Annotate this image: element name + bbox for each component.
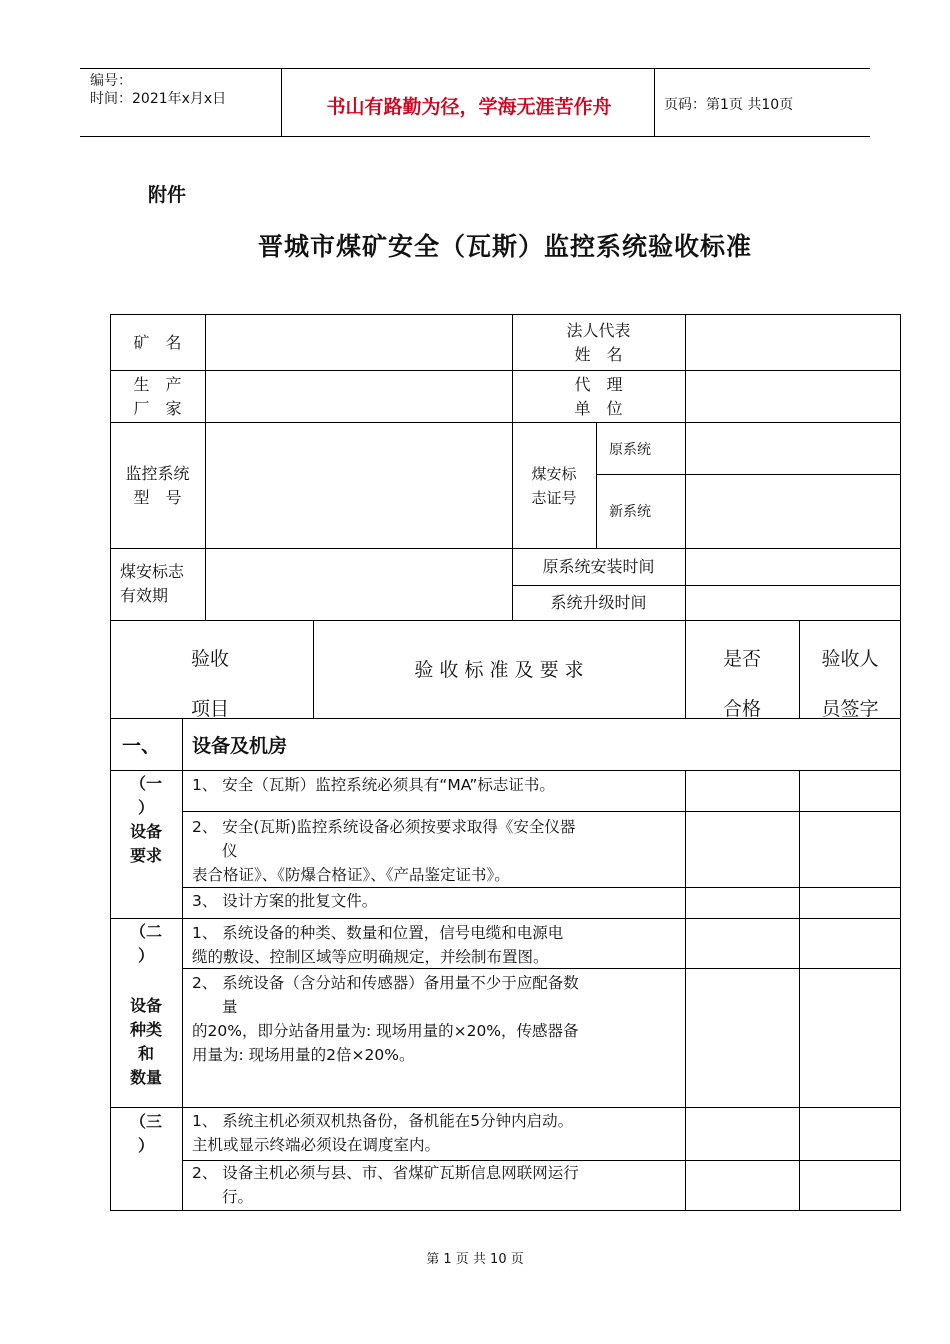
new-system-label: 新系统 xyxy=(609,504,651,520)
requirement-row: 1、 系统主机必须双机热备份，备机能在5分钟内启动。 主机或显示终端必须设在调度室内。 xyxy=(192,1112,574,1154)
system-model-label: 监控系统 型 号 xyxy=(125,464,190,507)
original-system-label: 原系统 xyxy=(609,442,651,458)
install-time-label: 原系统安装时间 xyxy=(542,557,655,576)
validity-label: 煤安标志 有效期 xyxy=(120,562,185,605)
requirement-row: 2、 安全(瓦斯)监控系统设备必须按要求取得《安全仪器 仪 表合格证》、《防爆合格证》、《产品鉴定证书》。 xyxy=(192,818,576,884)
header-page-info: 页码：第1页 共10页 xyxy=(664,97,794,113)
legal-rep-label: 法人代表 姓 名 xyxy=(566,321,631,364)
group-label-equipment-requirements: （一 ） 设备 要求 xyxy=(129,774,162,865)
document-title: 晋城市煤矿安全（瓦斯）监控系统验收标准 xyxy=(257,232,752,261)
col-header-signature: 验收人 员签字 xyxy=(821,648,879,720)
upgrade-time-label: 系统升级时间 xyxy=(550,593,647,612)
requirement-row: 1、 安全（瓦斯）监控系统必须具有“MA”标志证书。 xyxy=(192,776,555,794)
ma-cert-label: 煤安标 志证号 xyxy=(531,465,577,507)
document-time-label: 时间：2021年x月x日 xyxy=(90,91,227,107)
manufacturer-label: 生 产 厂 家 xyxy=(133,375,182,418)
document-number-label: 编号： xyxy=(90,73,132,89)
col-header-pass: 是否 合格 xyxy=(722,648,761,720)
requirement-row: 2、 设备主机必须与县、市、省煤矿瓦斯信息网联网运行 行。 xyxy=(192,1164,579,1206)
header-divider xyxy=(654,68,655,137)
agent-label: 代 理 单 位 xyxy=(574,375,623,418)
requirement-row: 3、 设计方案的批复文件。 xyxy=(192,892,378,910)
col-header-item: 验收 项目 xyxy=(190,648,229,720)
section-title: 设备及机房 xyxy=(192,735,288,757)
header-divider xyxy=(281,68,282,137)
header-motto: 书山有路勤为径，学海无涯苦作舟 xyxy=(326,96,612,118)
requirement-row: 2、 系统设备（含分站和传感器）备用量不少于应配备数 量 的20%，即分站备用量为: 现场用量的×20%，传感器备 用量为: 现场用量的2倍×20%。 xyxy=(192,974,579,1064)
header-left xyxy=(90,72,226,108)
col-header-standard: 验 收 标 准 及 要 求 xyxy=(414,659,584,681)
header-bottom-rule xyxy=(80,136,870,137)
group-label-equipment-types: （二 ） 设备 种类 和 数量 xyxy=(129,922,162,1087)
mine-name-label: 矿 名 xyxy=(133,333,182,352)
section-number: 一、 xyxy=(122,735,161,757)
attachment-label: 附件 xyxy=(148,184,187,206)
info-table-frame xyxy=(110,314,901,621)
page-footer: 第 1 页 共 10 页 xyxy=(426,1252,524,1267)
requirement-row: 1、 系统设备的种类、数量和位置，信号电缆和电源电 缆的敷设、控制区域等应明确规定，并绘制布置图。 xyxy=(192,924,564,966)
group-label-host: （三 ） xyxy=(129,1112,162,1155)
header-top-rule xyxy=(80,68,870,69)
